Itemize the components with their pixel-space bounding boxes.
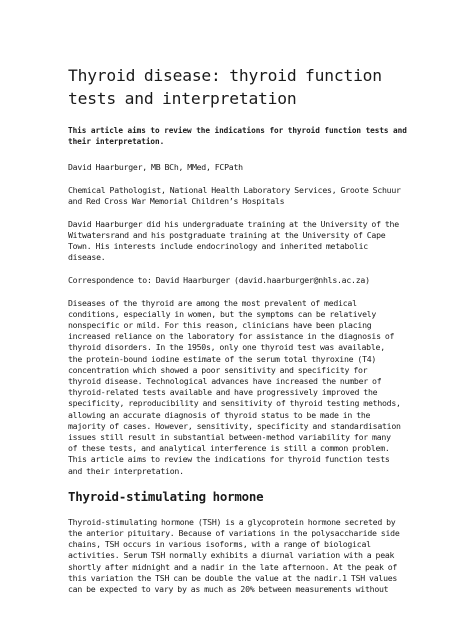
intro-paragraph	[68, 298, 408, 477]
abstract-line: their interpretation.	[68, 137, 165, 146]
intro-line: This article aims to review the indications for thyroid function tests	[68, 454, 390, 465]
title-line: tests and interpretation	[68, 89, 297, 108]
tsh-line: chains, TSH occurs in various isoforms, with a range of biological	[68, 539, 371, 550]
title-line: Thyroid disease: thyroid function	[68, 66, 382, 85]
article-page	[68, 64, 408, 607]
bio-line: disease.	[68, 252, 106, 263]
tsh-line: Thyroid-stimulating hormone (TSH) is a glycoprotein hormone secreted by	[68, 516, 396, 527]
author-affiliation	[68, 185, 408, 207]
intro-line: Diseases of the thyroid are among the most prevalent of medical	[68, 297, 357, 308]
tsh-paragraph	[68, 517, 408, 595]
intro-line: specificity, reproducibility and sensitivity of thyroid testing methods,	[68, 398, 401, 409]
correspondence-line: Correspondence to: David Haarburger (david.haarburger@nhls.ac.za)	[68, 274, 370, 285]
affiliation-line: Chemical Pathologist, National Health Laboratory Services, Groote Schuur	[68, 184, 401, 195]
tsh-line: can be expected to vary by as much as 20% between measurements without	[68, 584, 389, 595]
intro-line: concentration which showed a poor sensitivity and specificity for	[68, 364, 368, 375]
intro-line: increased reliance on the laboratory for assistance in the diagnosis of	[68, 331, 395, 342]
intro-line: nonspecific or mild. For this reason, clinicians have been placing	[68, 320, 372, 331]
intro-line: the protein-bound iodine estimate of the serum total thyroxine (T4)	[68, 353, 377, 364]
abstract-line: This article aims to review the indications for thyroid function tests and	[68, 126, 407, 135]
tsh-line: the anterior pituitary. Because of variations in the polysaccharide side	[68, 528, 400, 539]
intro-line: majority of cases. However, sensitivity, specificity and standardisation	[68, 420, 401, 431]
section-heading: Thyroid-stimulating hormone	[68, 488, 264, 504]
bio-line: Town. His interests include endocrinology and inherited metabolic	[68, 241, 368, 252]
intro-line: and their interpretation.	[68, 465, 184, 476]
intro-line: issues still result in substantial between-method variability for many	[68, 432, 391, 443]
tsh-line: activities. Serum TSH normally exhibits a diurnal variation with a peak	[68, 550, 395, 561]
affiliation-line: and Red Cross War Memorial Children’s Hospitals	[68, 195, 285, 206]
intro-line: allowing an accurate diagnosis of thyroid status to be made in the	[68, 409, 371, 420]
intro-line: thyroid-related tests available and have progressively improved the	[68, 387, 378, 398]
author-bio	[68, 219, 408, 264]
article-title	[68, 64, 408, 110]
bio-line: Witwatersrand and his postgraduate training at the University of Cape	[68, 229, 386, 240]
tsh-line: shortly after midnight and a nadir in the late afternoon. At the peak of	[68, 561, 398, 572]
intro-line: conditions, especially in women, but the symptoms can be relatively	[68, 308, 377, 319]
intro-line: thyroid disease. Technological advances have increased the number of	[68, 376, 382, 387]
intro-line: thyroid disorders. In the 1950s, only one thyroid test was available,	[68, 342, 385, 353]
article-abstract	[68, 125, 408, 147]
author-name: David Haarburger, MB BCh, MMed, FCPath	[68, 162, 243, 172]
intro-line: of these tests, and analytical interference is still a common problem.	[68, 443, 390, 454]
bio-line: David Haarburger did his undergraduate training at the University of the	[68, 218, 399, 229]
tsh-line: this variation the TSH can be double the value at the nadir.1 TSH values	[68, 572, 398, 583]
